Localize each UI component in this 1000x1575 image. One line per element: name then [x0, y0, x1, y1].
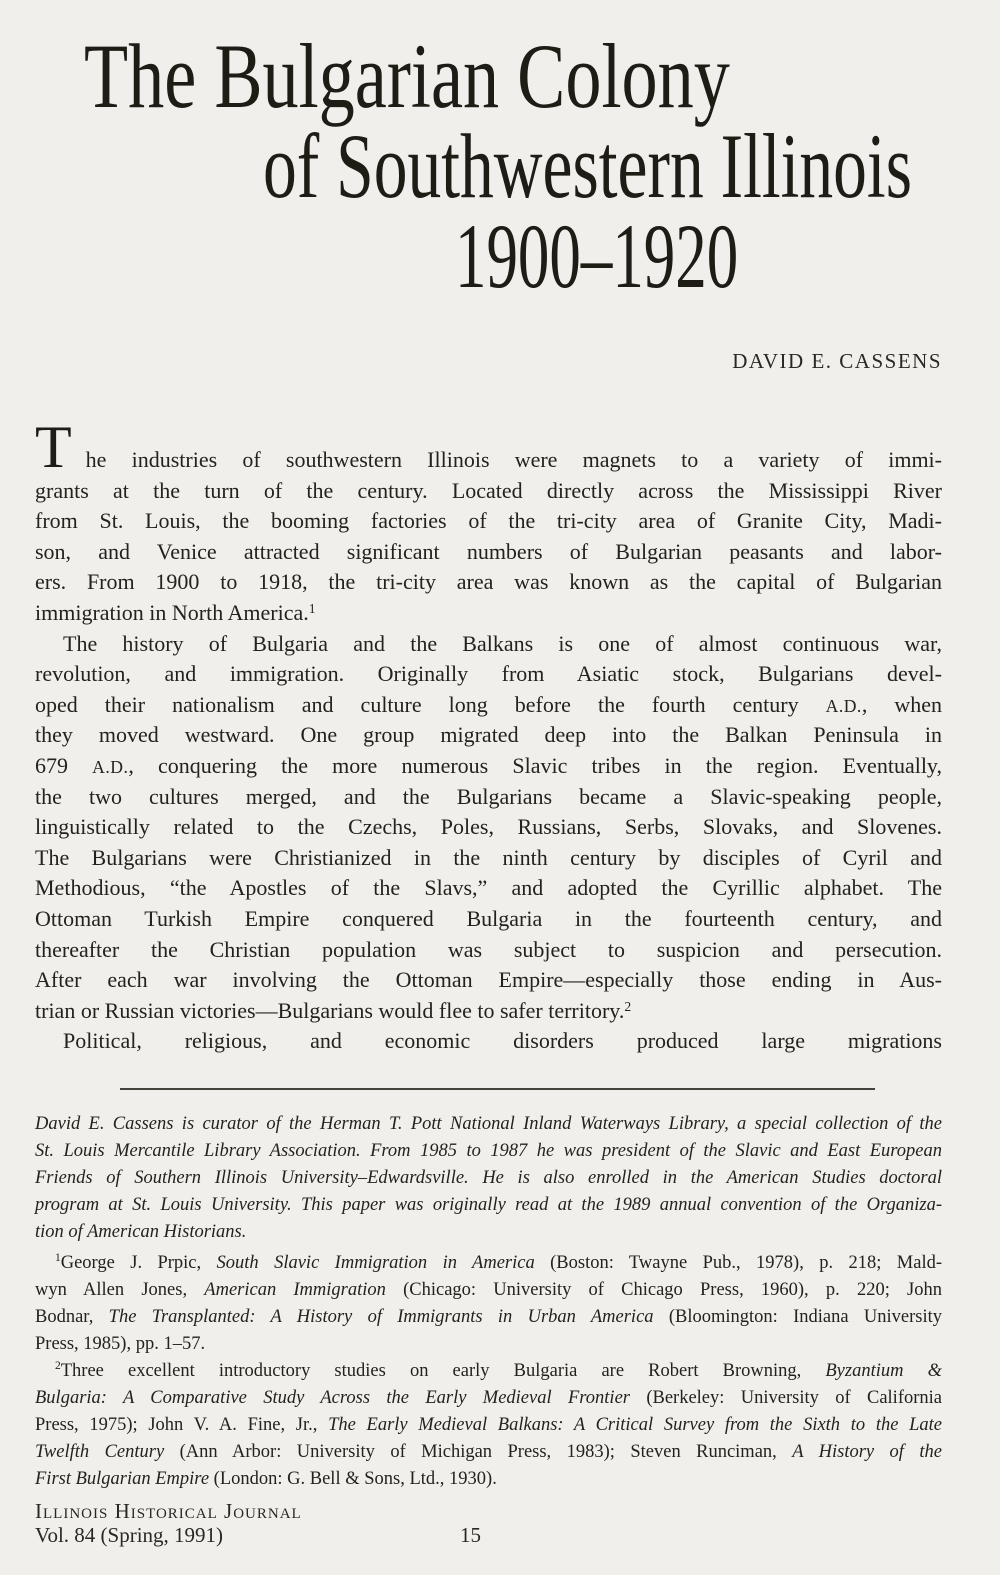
text-span: A History of the	[792, 1441, 942, 1462]
text-span: , when	[861, 691, 942, 717]
drop-cap: T	[35, 414, 72, 480]
text-span: American Immigration	[204, 1279, 386, 1300]
text-line	[35, 1466, 942, 1493]
text-span: Ottoman Turkish Empire conquered Bulgaria in the fourteenth century, and	[35, 905, 942, 931]
text-line	[35, 782, 942, 813]
text-span: program at St. Louis University. This paper was originally read at the 1989 annual convention of the Organiza-	[35, 1194, 942, 1215]
footnote	[35, 1358, 942, 1493]
text-span: David E. Cassens is curator of the Herman T. Pott National Inland Waterways Library, a special collection of the	[35, 1113, 942, 1134]
footnote-reference: 1	[308, 600, 316, 616]
text-span: (Berkeley: University of California	[629, 1387, 942, 1408]
text-span: (Chicago: University of Chicago Press, 1960), p. 220; John	[385, 1279, 942, 1300]
article-header	[35, 25, 942, 375]
text-span: The history of Bulgaria and the Balkans is one of almost continuous war,	[63, 630, 942, 656]
text-span: (Ann Arbor: University of Michigan Press, 1983); Steven Runciman,	[164, 1441, 793, 1462]
text-line	[35, 659, 942, 690]
page-title-line-1: The Bulgarian Colony	[84, 25, 730, 127]
footnotes	[35, 1250, 942, 1493]
text-line	[35, 965, 942, 996]
text-line	[35, 904, 942, 935]
volume-label: Vol. 84 (Spring, 1991)	[35, 1522, 224, 1547]
footnote-reference: 2	[624, 998, 632, 1014]
text-span: linguistically related to the Czechs, Poles, Russians, Serbs, Slovaks, and Slovenes.	[35, 814, 942, 840]
footnote-reference: 2	[55, 1359, 61, 1372]
text-span: Bodnar,	[35, 1306, 109, 1327]
text-span: Bulgaria: A Comparative Study Across the Early Medieval Frontier	[35, 1387, 630, 1408]
text-line	[35, 843, 942, 874]
text-line	[35, 812, 942, 843]
footnote-divider	[120, 1088, 875, 1090]
text-span: ers. From 1900 to 1918, the tri-city area was known as the capital of Bulgarian	[35, 569, 942, 595]
text-span: he industries of southwestern Illinois were magnets to a variety of immi-	[85, 447, 942, 472]
text-line	[35, 506, 942, 537]
text-span: tion of American Historians.	[35, 1221, 247, 1242]
text-span: Methodious, “the Apostles of the Slavs,” and adopted the Cyrillic alphabet. The	[35, 875, 942, 901]
text-span: immigration in North America.	[35, 599, 309, 625]
text-span: son, and Venice attracted significant numbers of Bulgarian peasants and labor-	[35, 538, 942, 564]
text-line	[35, 1439, 942, 1466]
page-footer	[35, 1499, 942, 1547]
text-span: Press, 1975); John V. A. Fine, Jr.,	[35, 1414, 329, 1435]
paragraph	[35, 629, 942, 1027]
text-line	[35, 629, 942, 660]
text-span: thereafter the Christian population was subject to suspicion and persecution.	[35, 936, 942, 962]
text-line	[35, 1277, 942, 1304]
journal-name: Illinois Historical Journal	[35, 1498, 302, 1523]
footnote-reference: 1	[55, 1251, 61, 1264]
text-line	[35, 414, 942, 480]
text-line	[35, 1250, 942, 1277]
text-line	[35, 598, 942, 629]
text-line	[35, 1026, 942, 1057]
paragraph	[35, 1026, 942, 1057]
text-line	[35, 720, 942, 751]
text-line	[35, 690, 942, 721]
text-line	[35, 1138, 942, 1165]
text-line	[35, 1331, 942, 1358]
text-span: First Bulgarian Empire	[35, 1468, 210, 1489]
text-span: (London: G. Bell & Sons, Ltd., 1930).	[209, 1468, 497, 1489]
text-line	[35, 537, 942, 568]
volume-row	[35, 1523, 942, 1547]
text-span: Friends of Southern Illinois University–Edwardsville. He is also enrolled in the American Studies doctoral	[35, 1167, 942, 1188]
text-line	[35, 751, 942, 782]
text-span: A.D.	[92, 756, 129, 777]
text-line	[35, 1304, 942, 1331]
paragraph	[35, 414, 942, 629]
page-number: 15	[460, 1522, 481, 1547]
text-line	[35, 996, 942, 1027]
text-span: wyn Allen Jones,	[35, 1279, 205, 1300]
text-span: After each war involving the Ottoman Empire—especially those ending in Aus-	[35, 967, 942, 993]
text-line	[35, 1192, 942, 1219]
text-span: St. Louis Mercantile Library Association. From 1985 to 1987 he was president of the Slavic and East European	[35, 1140, 942, 1161]
text-span: The Early Medieval Balkans: A Critical Survey from the Sixth to the Late	[328, 1414, 942, 1435]
text-line	[35, 1358, 942, 1385]
text-span: (Bloomington: Indiana University	[653, 1306, 942, 1327]
text-span: South Slavic Immigration in America	[216, 1252, 535, 1273]
text-line	[35, 1111, 942, 1138]
text-line	[35, 1412, 942, 1439]
text-span: A.D.	[825, 695, 862, 716]
text-span: Twelfth Century	[35, 1441, 165, 1462]
text-line	[35, 476, 942, 507]
text-span: (Boston: Twayne Pub., 1978), p. 218; Mald-	[534, 1252, 942, 1273]
page-title-line-3: 1900–1920	[455, 205, 739, 307]
page-title-line-2: of Southwestern Illinois	[263, 115, 912, 217]
text-span: the two cultures merged, and the Bulgarians became a Slavic-speaking people,	[35, 783, 942, 809]
text-span: trian or Russian victories—Bulgarians would flee to safer territory.	[35, 997, 625, 1023]
text-span: The Bulgarians were Christianized in the ninth century by disciples of Cyril and	[35, 844, 942, 870]
text-span: George J. Prpic,	[60, 1252, 217, 1273]
text-span: Three excellent introductory studies on early Bulgaria are Robert Browning,	[60, 1360, 826, 1381]
text-span: Political, religious, and economic disorders produced large migrations	[63, 1028, 942, 1054]
author-bio	[35, 1111, 942, 1246]
text-span: oped their nationalism and culture long before the fourth century	[35, 691, 826, 717]
text-span: The Transplanted: A History of Immigrants in Urban America	[108, 1306, 654, 1327]
text-line	[35, 1219, 942, 1246]
text-line	[35, 935, 942, 966]
text-span: Byzantium &	[825, 1360, 942, 1381]
footnote	[35, 1250, 942, 1358]
author-byline: DAVID E. CASSENS	[732, 349, 942, 373]
text-span: Press, 1985), pp. 1–57.	[35, 1333, 206, 1354]
text-span: they moved westward. One group migrated deep into the Balkan Peninsula in	[35, 722, 942, 748]
text-span: , conquering the more numerous Slavic tribes in the region. Eventually,	[128, 752, 942, 778]
text-span: revolution, and immigration. Originally from Asiatic stock, Bulgarians devel-	[35, 661, 942, 687]
text-span: grants at the turn of the century. Located directly across the Mississippi River	[35, 477, 942, 503]
text-line	[35, 873, 942, 904]
article-body	[35, 414, 942, 1057]
text-span: from St. Louis, the booming factories of the tri-city area of Granite City, Madi-	[35, 508, 942, 534]
text-line	[35, 1165, 942, 1192]
text-line	[35, 1385, 942, 1412]
text-line	[35, 567, 942, 598]
text-span: 679	[35, 752, 93, 778]
